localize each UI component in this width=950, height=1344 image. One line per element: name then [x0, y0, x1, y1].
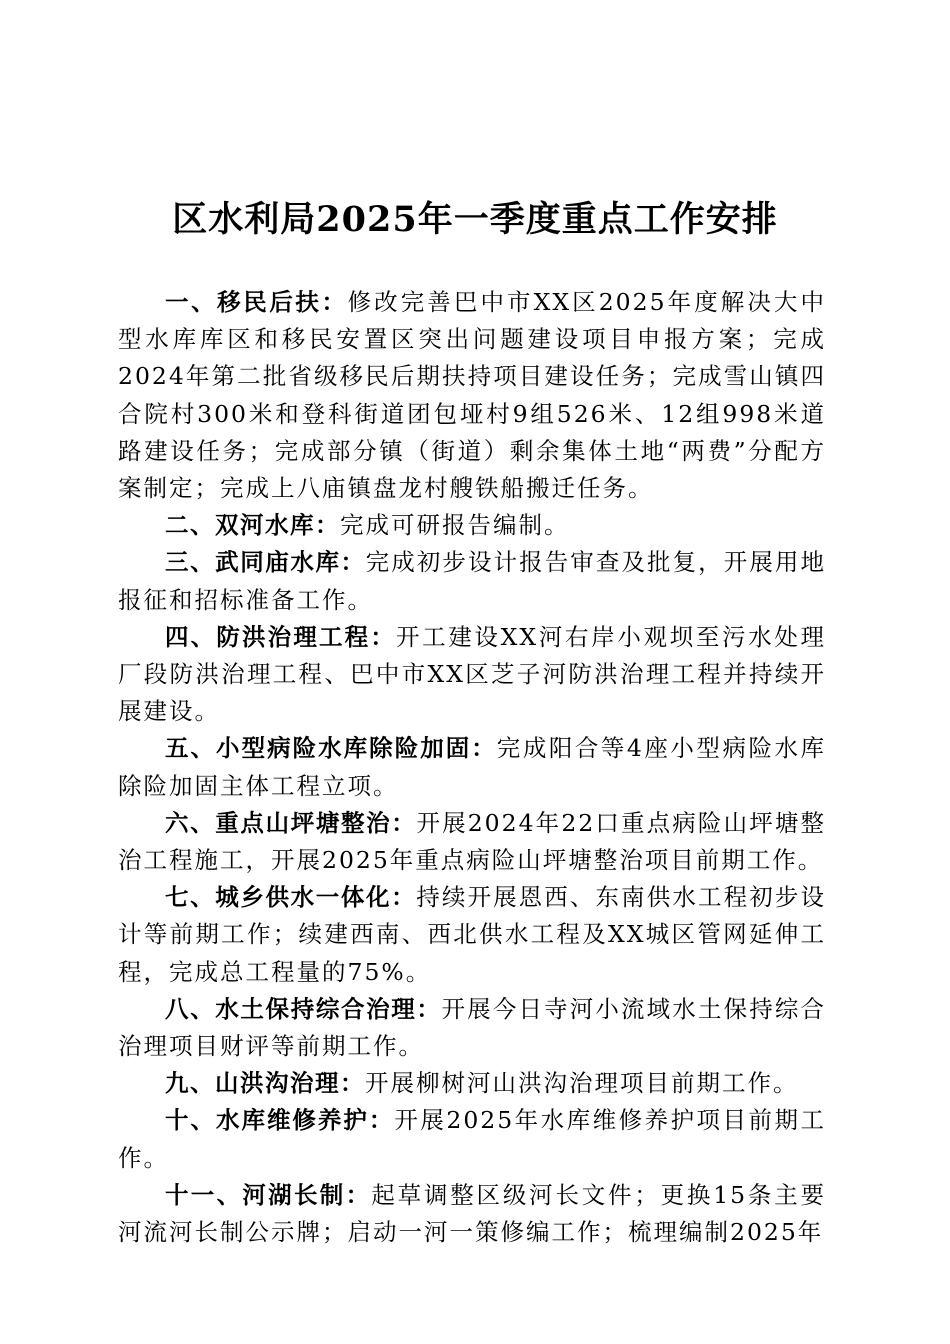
paragraph-heading: 六、重点山坪塘整治：: [165, 808, 417, 837]
paragraph-item-11: [118, 1177, 826, 1251]
paragraph-text: 开展2024年22口重点病险山坪塘整治工程施工，开展2025年重点病险山坪塘整治项目前期工作。: [118, 808, 827, 875]
paragraph-item-8: [118, 991, 826, 1065]
paragraph-item-2: [118, 507, 826, 544]
paragraph-text: 起草调整区级河长文件；更换15条主要河流河长制公示牌；启动一河一策修编工作；梳理编制2025年: [118, 1180, 827, 1247]
paragraph-item-4: [118, 619, 826, 731]
paragraph-text: 开展今日寺河小流域水土保持综合治理项目财评等前期工作。: [118, 994, 827, 1061]
paragraph-text: 修改完善巴中市XX区2025年度解决大中型水库库区和移民安置区突出问题建设项目申报方案；完成2024年第二批省级移民后期扶持项目建设任务；完成雪山镇四合院村300米和登科街道团包垭村9组526米、12组998米道路建设任务；完成部分镇（街道）剩余集体土地“两费”分配方案制定；完成上八庙镇盘龙村艘铁船搬迁任务。: [118, 288, 827, 503]
paragraph-text: 完成可研报告编制。: [340, 511, 570, 540]
paragraph-heading: 九、山洪沟治理：: [165, 1069, 365, 1098]
paragraph-item-7: [118, 879, 826, 991]
document-body: [118, 284, 826, 1251]
paragraph-heading: 一、移民后扶：: [165, 288, 348, 316]
paragraph-text: 开展柳树河山洪沟治理项目前期工作。: [365, 1069, 799, 1098]
paragraph-item-3: [118, 544, 826, 618]
paragraph-text: 开工建设XX河右岸小观坝至污水处理厂段防洪治理工程、巴中市XX区芝子河防洪治理工程并持续开展建设。: [118, 622, 826, 726]
paragraph-heading: 七、城乡供水一体化：: [165, 883, 417, 912]
paragraph-item-1: [118, 284, 826, 507]
paragraph-item-10: [118, 1102, 826, 1176]
paragraph-heading: 五、小型病险水库除险加固：: [165, 734, 497, 763]
paragraph-text: 完成初步设计报告审查及批复，开展用地报征和招标准备工作。: [118, 548, 827, 614]
paragraph-heading: 二、双河水库：: [165, 511, 340, 540]
paragraph-text: 开展2025年水库维修养护项目前期工作。: [118, 1106, 827, 1172]
paragraph-heading: 三、武同庙水库：: [165, 548, 366, 577]
paragraph-item-5: [118, 730, 826, 804]
paragraph-item-9: [118, 1065, 826, 1102]
paragraph-heading: 十一、河湖长制：: [165, 1180, 372, 1209]
paragraph-text: 完成阳合等4座小型病险水库除险加固主体工程立项。: [118, 734, 827, 800]
paragraph-text: 持续开展恩西、东南供水工程初步设计等前期工作；续建西南、西北供水工程及XX城区管网延伸工程，完成总工程量的75%。: [118, 883, 827, 986]
document-title: 区水利局2025年一季度重点工作安排: [172, 199, 778, 240]
paragraph-item-6: [118, 805, 826, 879]
paragraph-heading: 八、水土保持综合治理：: [165, 994, 442, 1023]
paragraph-heading: 四、防洪治理工程：: [165, 622, 397, 651]
paragraph-heading: 十、水库维修养护：: [165, 1106, 395, 1135]
